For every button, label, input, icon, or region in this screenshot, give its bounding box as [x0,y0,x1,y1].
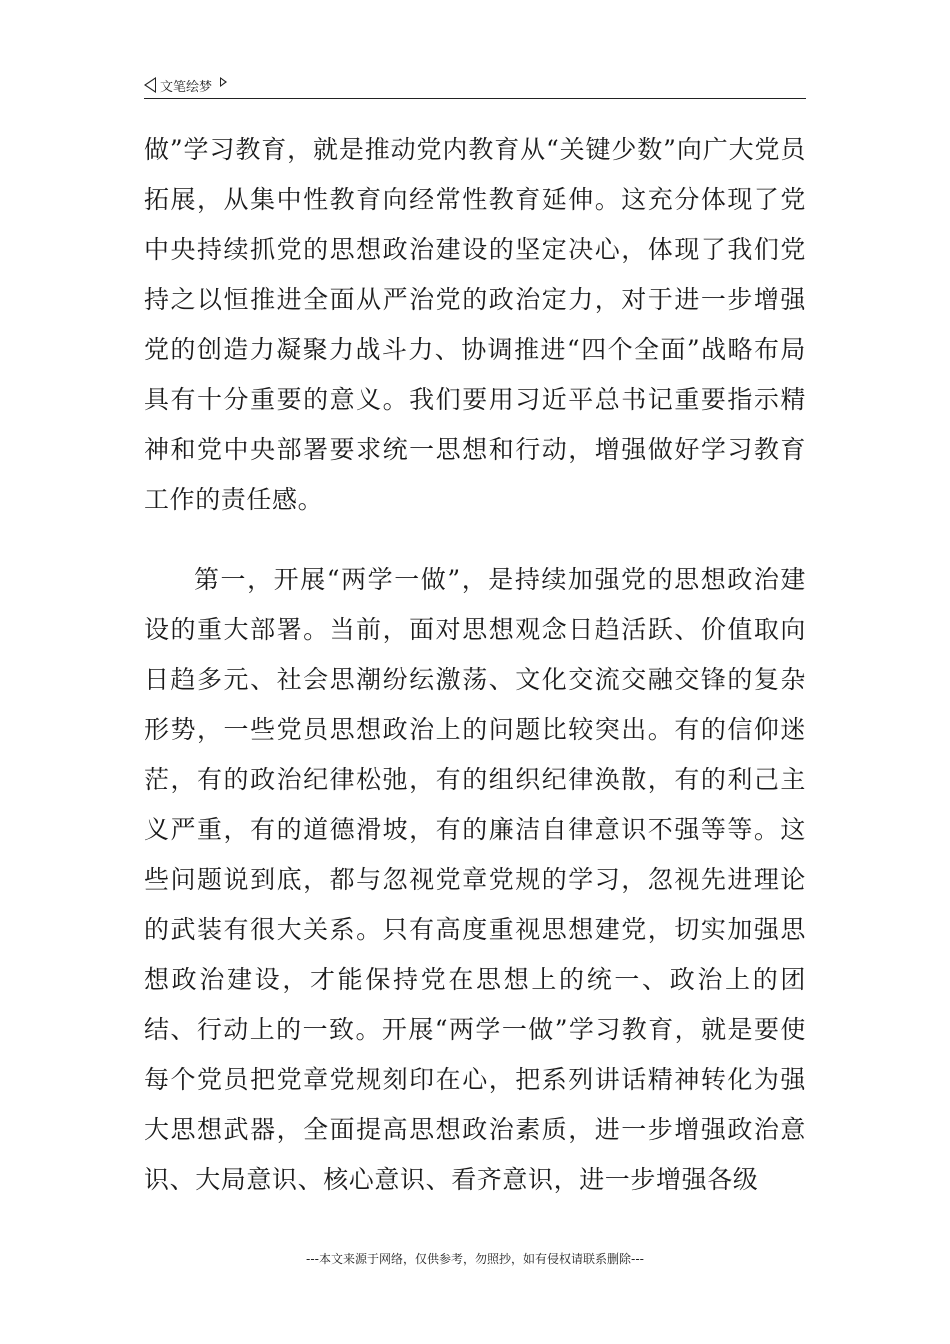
header-brand: 文笔绘梦 [160,79,213,95]
left-triangle-icon [144,77,156,93]
footer-disclaimer: ---本文来源于网络，仅供参考，勿照抄，如有侵权请联系删除--- [306,1252,644,1266]
right-triangle-icon [220,77,227,87]
paragraph-continued: 做”学习教育，就是推动党内教育从“关键少数”向广大党员拓展，从集中性教育向经常性教育延伸。这充分体现了党中央持续抓党的思想政治建设的坚定决心，体现了我们党持之以恒推进全面从严治党的政治定力，对于进一步增强党的创造力凝聚力战斗力、协调推进“四个全面”战略布局具有十分重要的意义。我们要用习近平总书记重要指示精神和党中央部署要求统一思想和行动，增强做好学习教育工作的责任感。 [144,135,806,514]
document-body [144,125,806,1205]
paragraph-first-point: 第一，开展“两学一做”，是持续加强党的思想政治建设的重大部署。当前，面对思想观念日趋活跃、价值取向日趋多元、社会思潮纷纭激荡、文化交流交融交锋的复杂形势，一些党员思想政治上的问题比较突出。有的信仰迷茫，有的政治纪律松弛，有的组织纪律涣散，有的利己主义严重，有的道德滑坡，有的廉洁自律意识不强等等。这些问题说到底，都与忽视党章党规的学习，忽视先进理论的武装有很大关系。只有高度重视思想建党，切实加强思想政治建设，才能保持党在思想上的统一、政治上的团结、行动上的一致。开展“两学一做”学习教育，就是要使每个党员把党章党规刻印在心，把系列讲话精神转化为强大思想武器，全面提高思想政治素质，进一步增强政治意识、大局意识、核心意识、看齐意识，进一步增强各级 [144,565,806,1194]
page-header [144,72,806,99]
